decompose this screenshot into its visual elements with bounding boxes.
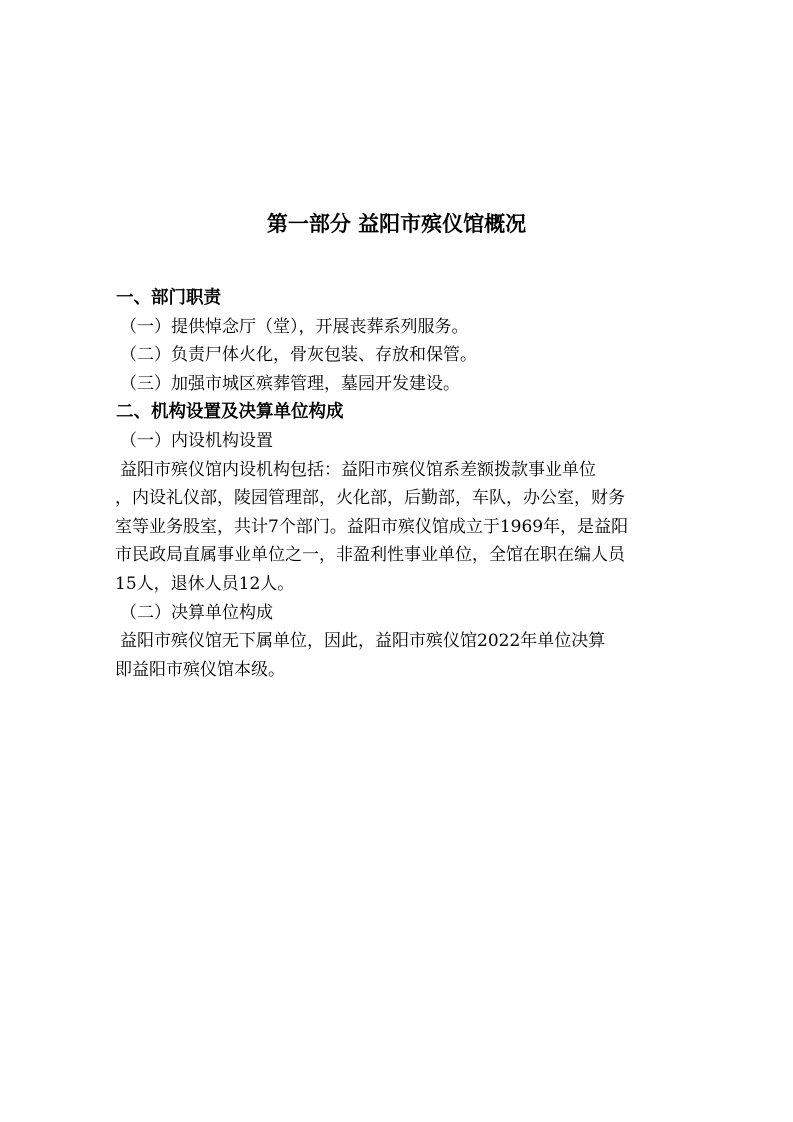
- paragraph-line: ，内设礼仪部，陵园管理部，火化部，后勤部，车队，办公室，财务: [115, 488, 625, 509]
- duty-item: （二）负责尸体火化，骨灰包装、存放和保管。: [120, 345, 477, 366]
- subsection-heading-internal-structure: （一）内设机构设置: [120, 430, 273, 451]
- document-body: [116, 284, 716, 684]
- paragraph-line: 市民政局直属事业单位之一，非盈利性事业单位，全馆在职在编人员: [115, 545, 625, 566]
- paragraph-line: 益阳市殡仪馆内设机构包括：益阳市殡仪馆系差额拨款事业单位: [120, 459, 596, 480]
- page-title: 第一部分 益阳市殡仪馆概况: [266, 212, 527, 236]
- duty-item: （三）加强市城区殡葬管理，墓园开发建设。: [120, 373, 460, 394]
- duty-item: （一）提供悼念厅（堂），开展丧葬系列服务。: [120, 316, 469, 337]
- paragraph-line: 室等业务股室，共计7个部门。益阳市殡仪馆成立于1969年，是益阳: [115, 516, 629, 537]
- section-heading-organization: 二、机构设置及决算单位构成: [116, 402, 344, 423]
- section-heading-duties: 一、部门职责: [116, 288, 221, 308]
- paragraph-line: 15人，退休人员12人。: [115, 573, 295, 594]
- paragraph-line: 益阳市殡仪馆无下属单位，因此，益阳市殡仪馆2022年单位决算: [120, 631, 606, 652]
- subsection-heading-budget-units: （二）决算单位构成: [120, 602, 273, 623]
- paragraph-line: 即益阳市殡仪馆本级。: [115, 659, 285, 680]
